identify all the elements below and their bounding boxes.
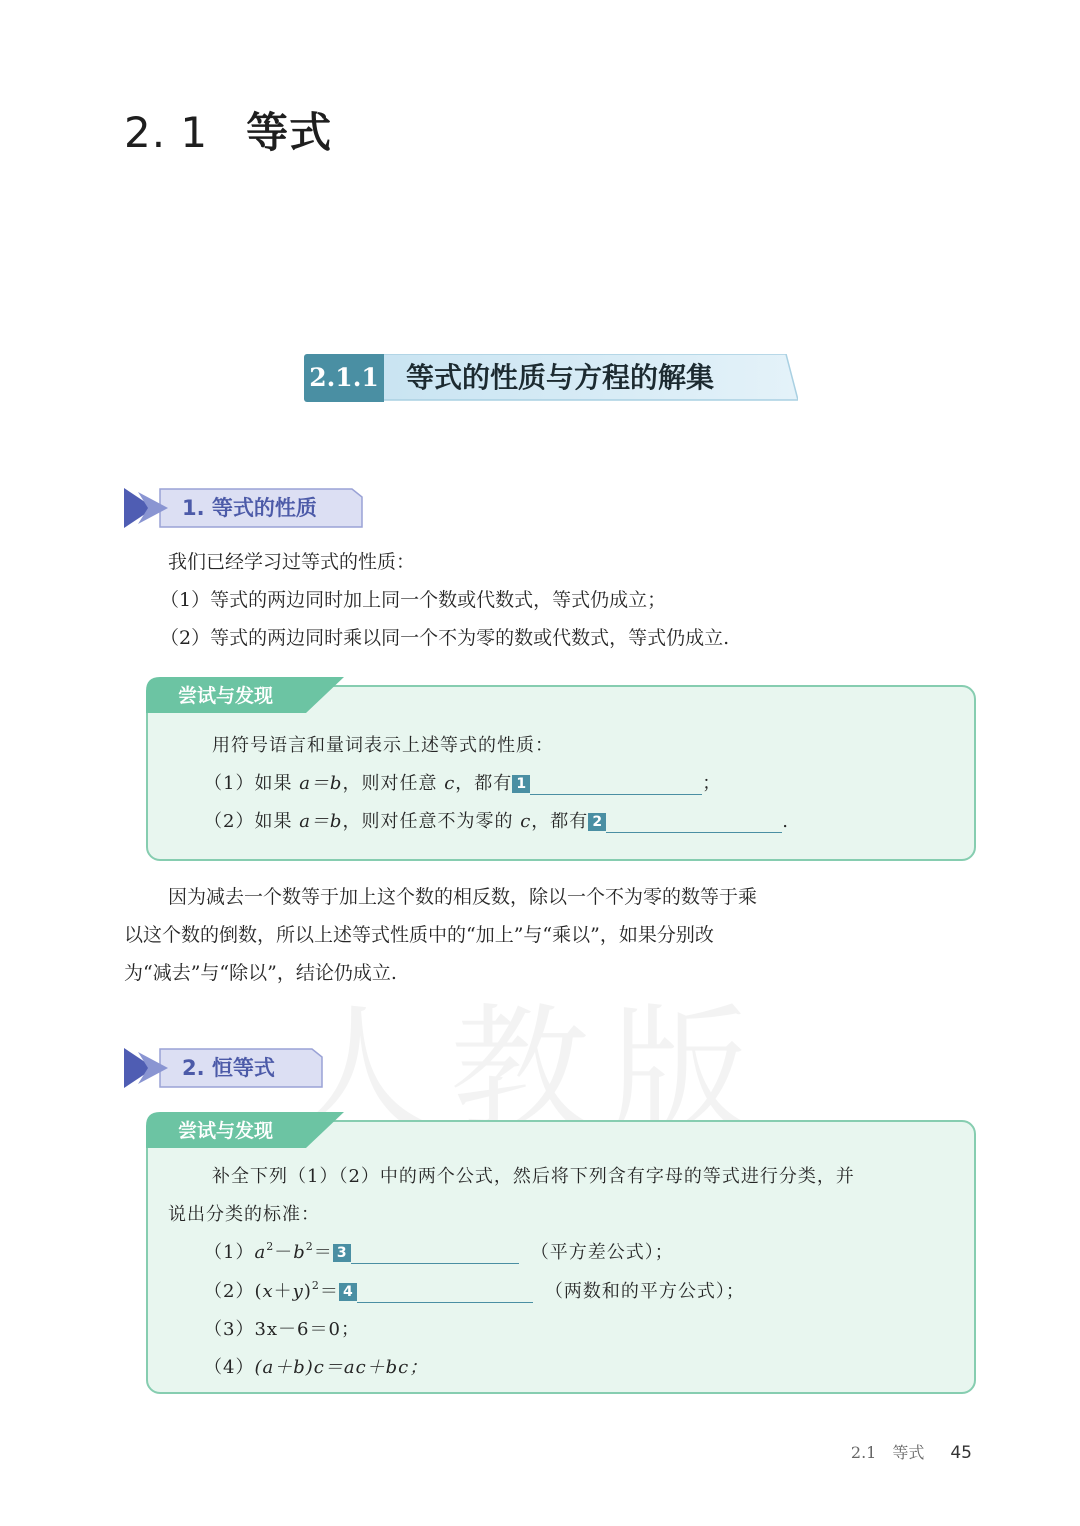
try2-intro-2: 说出分类的标准： xyxy=(168,1204,320,1225)
formula-2: $(2)(x+y)^2= 4$ （两数和的平方公式）； xyxy=(204,1273,745,1311)
footer-section: 2.1 等式 xyxy=(850,1443,925,1462)
formula-expression: 3x－6＝0； xyxy=(254,1319,360,1340)
tag-label: 尝试与发现 xyxy=(178,685,274,707)
text: ，都有 xyxy=(531,811,589,832)
answer-blank-4[interactable] xyxy=(357,1276,533,1303)
formula-label: （1） xyxy=(204,1242,255,1263)
equation: a＝b xyxy=(299,773,343,794)
answer-blank-1[interactable] xyxy=(530,768,702,795)
try1-item-2 xyxy=(204,803,789,841)
chapter-number: 2. 1 xyxy=(124,108,209,157)
try1-intro: 用符号语言和量词表示上述等式的性质： xyxy=(212,735,554,756)
text: . xyxy=(782,811,790,832)
text: ； xyxy=(702,773,722,794)
explain-line-3: 为“减去”与“除以”，结论仍成立. xyxy=(124,962,397,984)
blank-number-3: 3 xyxy=(333,1244,351,1262)
text: ，则对任意 xyxy=(342,773,445,794)
subsection-title: 1. 等式的性质 xyxy=(182,496,317,520)
section-number: 2.1.1 xyxy=(304,354,384,402)
page-footer xyxy=(851,1440,972,1463)
variable: c xyxy=(520,811,532,832)
chapter-title xyxy=(124,100,332,160)
try-and-discover-tag-1 xyxy=(146,677,346,715)
section-banner xyxy=(304,354,796,402)
formula-note: （两数和的平方公式）； xyxy=(544,1281,745,1302)
formula-label: （4） xyxy=(204,1357,255,1378)
blank-number-4: 4 xyxy=(339,1283,357,1301)
formula-1: $(1)a^2-b^2= 3$ （平方差公式）； xyxy=(204,1234,674,1272)
answer-blank-2[interactable] xyxy=(606,806,782,833)
blank-number-2: 2 xyxy=(588,813,606,831)
try1-item-1 xyxy=(204,765,721,803)
variable: c xyxy=(444,773,456,794)
section-title: 等式的性质与方程的解集 xyxy=(406,361,715,394)
property-2: （2）等式的两边同时乘以同一个不为零的数或代数式，等式仍成立. xyxy=(160,627,730,649)
subsection-heading-2 xyxy=(124,1046,324,1090)
text: ，都有 xyxy=(455,773,513,794)
explain-line-2: 以这个数的倒数，所以上述等式性质中的“加上”与“乘以”，如果分别改 xyxy=(124,924,714,946)
try-and-discover-tag-2 xyxy=(146,1112,346,1150)
formula-note: （平方差公式）； xyxy=(530,1242,674,1263)
subsection-title: 2. 恒等式 xyxy=(182,1056,275,1080)
tag-label: 尝试与发现 xyxy=(178,1120,274,1142)
equation: a＝b xyxy=(299,811,343,832)
formula-3 xyxy=(204,1311,360,1349)
subsection-heading-1 xyxy=(124,486,364,530)
formula-4 xyxy=(204,1349,428,1387)
paragraph-intro: 我们已经学习过等式的性质： xyxy=(168,551,416,573)
text: （1）如果 xyxy=(204,773,300,794)
formula-expression: (a＋b)c＝ac＋bc； xyxy=(254,1357,429,1378)
formula-label: （3） xyxy=(204,1319,255,1340)
property-1: （1）等式的两边同时加上同一个数或代数式，等式仍成立； xyxy=(160,589,667,611)
formula-label: （2） xyxy=(204,1281,255,1302)
chapter-heading: 等式 xyxy=(246,108,333,157)
answer-blank-3[interactable] xyxy=(351,1237,519,1264)
text: ，则对任意不为零的 xyxy=(342,811,521,832)
try2-intro-1: 补全下列（1）（2）中的两个公式，然后将下列含有字母的等式进行分类，并 xyxy=(212,1166,855,1187)
blank-number-1: 1 xyxy=(512,775,530,793)
page-number: 45 xyxy=(950,1443,972,1463)
text: （2）如果 xyxy=(204,811,300,832)
explain-line-1: 因为减去一个数等于加上这个数的相反数，除以一个不为零的数等于乘 xyxy=(168,886,758,908)
